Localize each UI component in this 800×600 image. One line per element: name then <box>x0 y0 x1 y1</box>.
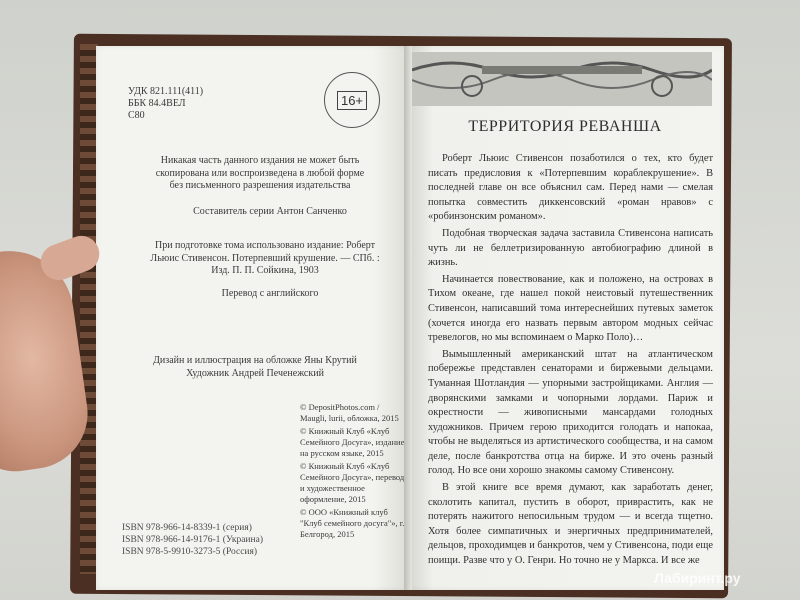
isbn-series: ISBN 978-966-14-8339-1 (серия) <box>122 523 252 533</box>
author-mark-line: С80 <box>128 110 145 121</box>
design-credits <box>130 355 380 380</box>
ornament-illustration <box>412 52 712 106</box>
paragraph: Роберт Льюис Стивенсон позаботился о тех, кто будет писать предисловия к «Потерпевшим кораблекрушение». В последней главе он все объяснил сам. Перед нами — смелая попытка совместить диккенсовский «роман нравов» с «робинзонским романом». <box>428 153 713 223</box>
paragraph: Вымышленный американский штат на атлантическом побережье представлен сенаторами и биржевыми дельцами. Туманная Шотландия — упорными застройщиками. Англия — дворянскими замками и чопорными лордами. Париж и окрестности — живописными мансардами голодных художников. Причем герою приходится голодать и напокаа, чтобы не выделяться из артистического сообщества, и на самом деле, после банкротства отца на бирже. И это очень разный голод. Но все они хорошо знакомы самому Стивенсону. <box>428 348 713 477</box>
credit-line: © ООО «Книжный клуб "Клуб семейного досуга"», г. Белгород, 2015 <box>300 507 405 539</box>
paragraph: Подобная творческая задача заставила Стивенсона написать чуть ли не беллетризированную автобиографию длиной в жизнь. <box>428 227 713 269</box>
cover-design-credit: Дизайн и иллюстрация на обложке Яны Крутий <box>153 355 357 366</box>
copyright-notice: Никакая часть данного издания не может быть скопирована или воспроизведена в любой форме без письменного разрешения издательства <box>155 155 365 191</box>
age-rating-label: 16+ <box>337 91 367 110</box>
credit-line: © DepositPhotos.com / Maugli, lurii, обложка, 2015 <box>300 402 399 423</box>
paragraph: Начинается повествование, как и положено, на островах в Тихом океане, где нашел покой неистовый путешественник Стивенсон, написавший тома интереснейших путевых заметок (хочется иногда его назвать первым автором модных сейчас тревелогов, но мы вспоминаем о Марко Поло)… <box>428 273 713 344</box>
series-compiler: Составитель серии Антон Санченко <box>193 206 347 217</box>
paragraph: В этой книге все время думают, как заработать денег, сколотить капитал, пустить в оборот, приврастить, как не потерять нажитого непосильным трудом — и всегда тщетно. Хотя более симпатичных и энергичных предпринимателей, дельцов, проходимцев и банкротов, чем у Стивенсона, поди еще поищи. Разве что у О. Генри. Но точно не у Маркса. И все же <box>428 482 713 567</box>
copyright-credits <box>300 402 408 542</box>
artist-credit: Художник Андрей Печенежский <box>186 367 324 379</box>
chapter-header-ornament <box>412 52 712 106</box>
chapter-body <box>428 152 713 571</box>
isbn-russia: ISBN 978-5-9910-3273-5 (Россия) <box>122 547 258 557</box>
translation-note: Перевод с английского <box>221 288 319 299</box>
credit-line: © Книжный Клуб «Клуб Семейного Досуга», издание на русском языке, 2015 <box>300 426 405 458</box>
credit-line: © Книжный Клуб «Клуб Семейного Досуга», перевод и художественное оформление, 2015 <box>300 461 405 504</box>
age-rating-badge <box>324 72 380 128</box>
source-edition-note: При подготовке тома использовано издание: Роберт Льюис Стивенсон. Потерпевший крушение. — СПб. : Изд. П. П. Сойкина, 1903 <box>150 240 380 276</box>
site-watermark: Лабиринт.ру <box>654 570 741 586</box>
udk-line: УДК 821.111(411) <box>128 86 204 97</box>
bbk-line: ББК 84.4ВЕЛ <box>128 98 186 109</box>
chapter-title: ТЕРРИТОРИЯ РЕВАНША <box>468 118 662 135</box>
udk-block <box>128 86 208 122</box>
isbn-block <box>122 522 302 558</box>
isbn-ukraine: ISBN 978-966-14-9176-1 (Украина) <box>122 535 263 545</box>
